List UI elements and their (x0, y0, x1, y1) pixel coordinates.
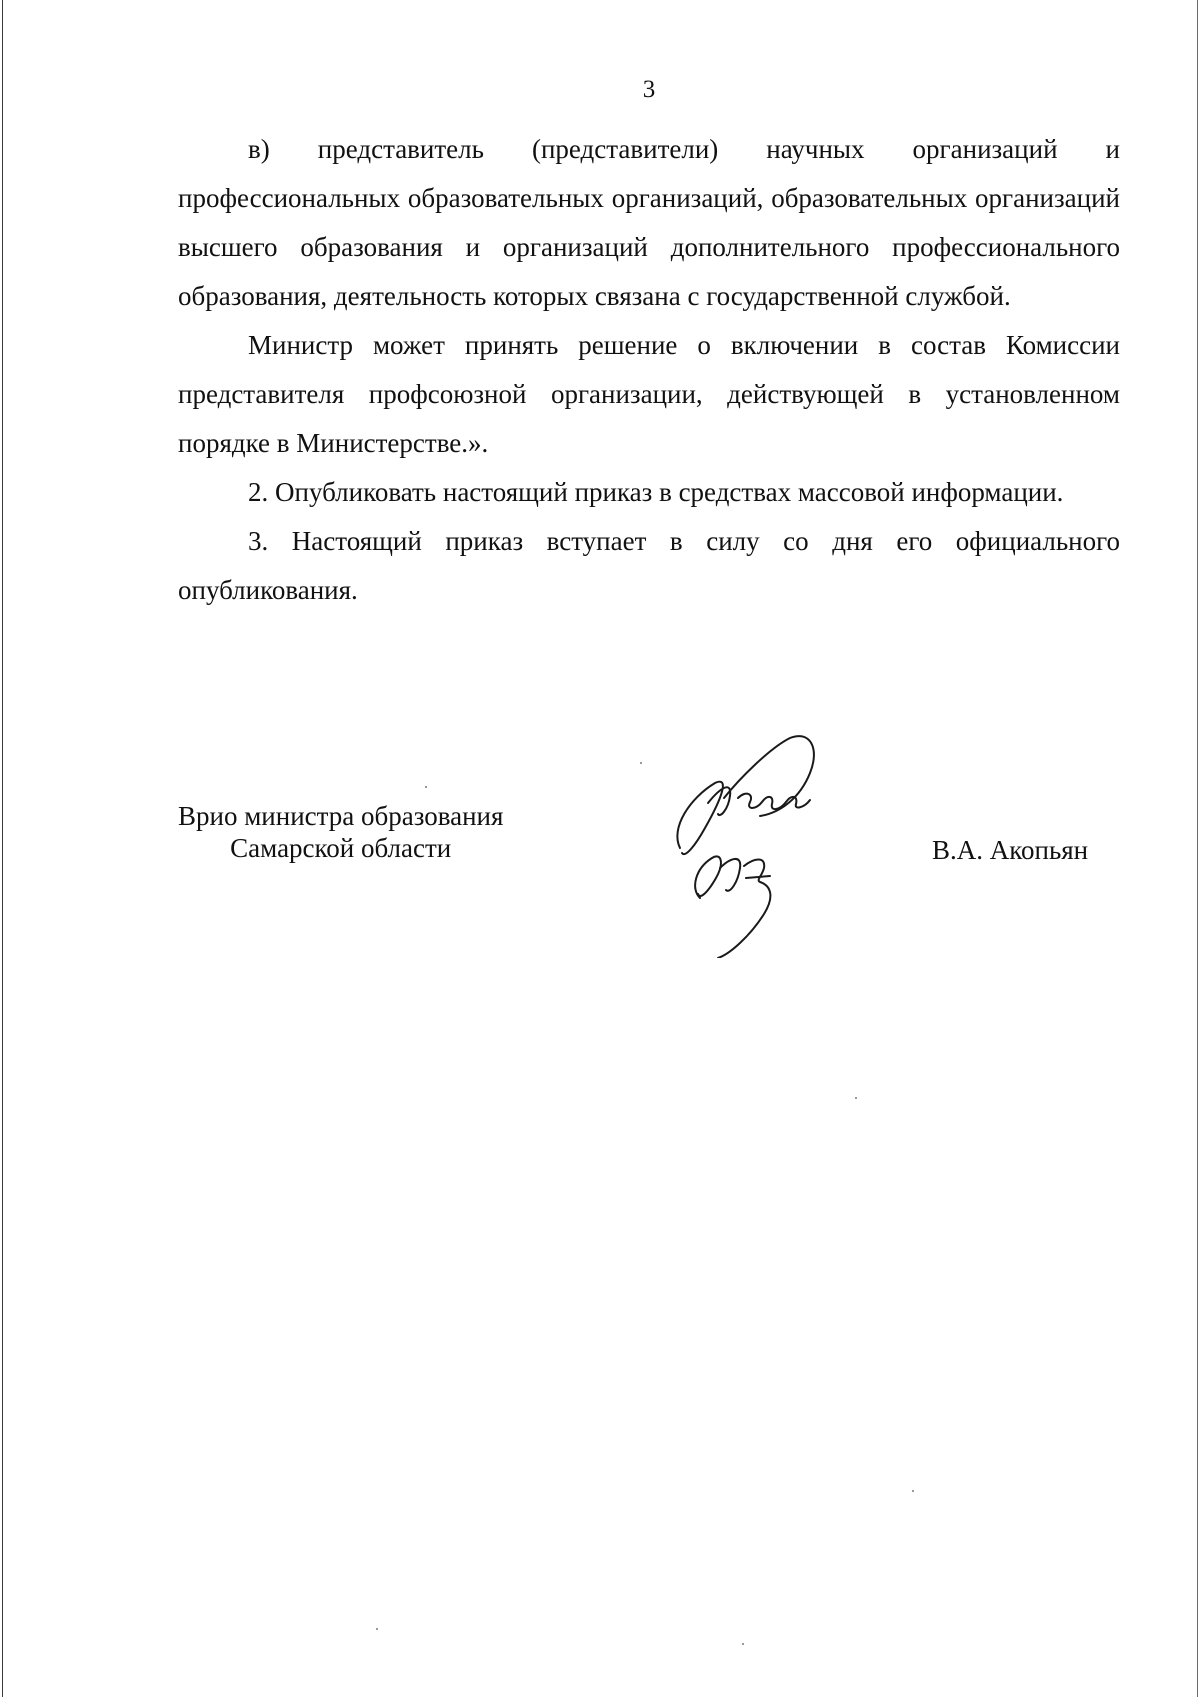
paragraph-item-2: 2. Опубликовать настоящий приказ в средствах массовой информации. (248, 477, 1064, 507)
signatory-position (178, 800, 503, 864)
paragraph-item-3: 3. Настоящий приказ вступает в силу со дня его официального опубликования. (178, 526, 1120, 605)
document-body (178, 125, 1120, 615)
paragraph-minister-decision: Министр может принять решение о включении в состав Комиссии представителя профсоюзной организации, действующей в установленном порядке в Министерстве.». (178, 330, 1120, 458)
scan-speck (855, 1097, 857, 1099)
signatory-position-line2: Самарской области (230, 833, 452, 863)
paragraph-item-v: в) представитель (представители) научных организаций и профессиональных образовательных организаций, образовательных организаций высшего образования и организаций дополнительного профессионального образования, деятельность которых связана с государственной службой. (178, 134, 1120, 311)
signer-name: В.А. Акопьян (932, 835, 1089, 865)
scan-speck (376, 1628, 378, 1630)
scan-speck (640, 762, 642, 764)
scan-speck (912, 1490, 914, 1492)
scan-edge-right (1197, 0, 1198, 1697)
handwritten-signature (660, 718, 860, 958)
scan-speck (742, 1643, 744, 1645)
scan-speck (425, 786, 427, 788)
page-number: 3 (642, 76, 656, 103)
scan-edge-left (2, 0, 3, 1697)
signatory-position-line1: Врио министра образования (178, 801, 504, 831)
